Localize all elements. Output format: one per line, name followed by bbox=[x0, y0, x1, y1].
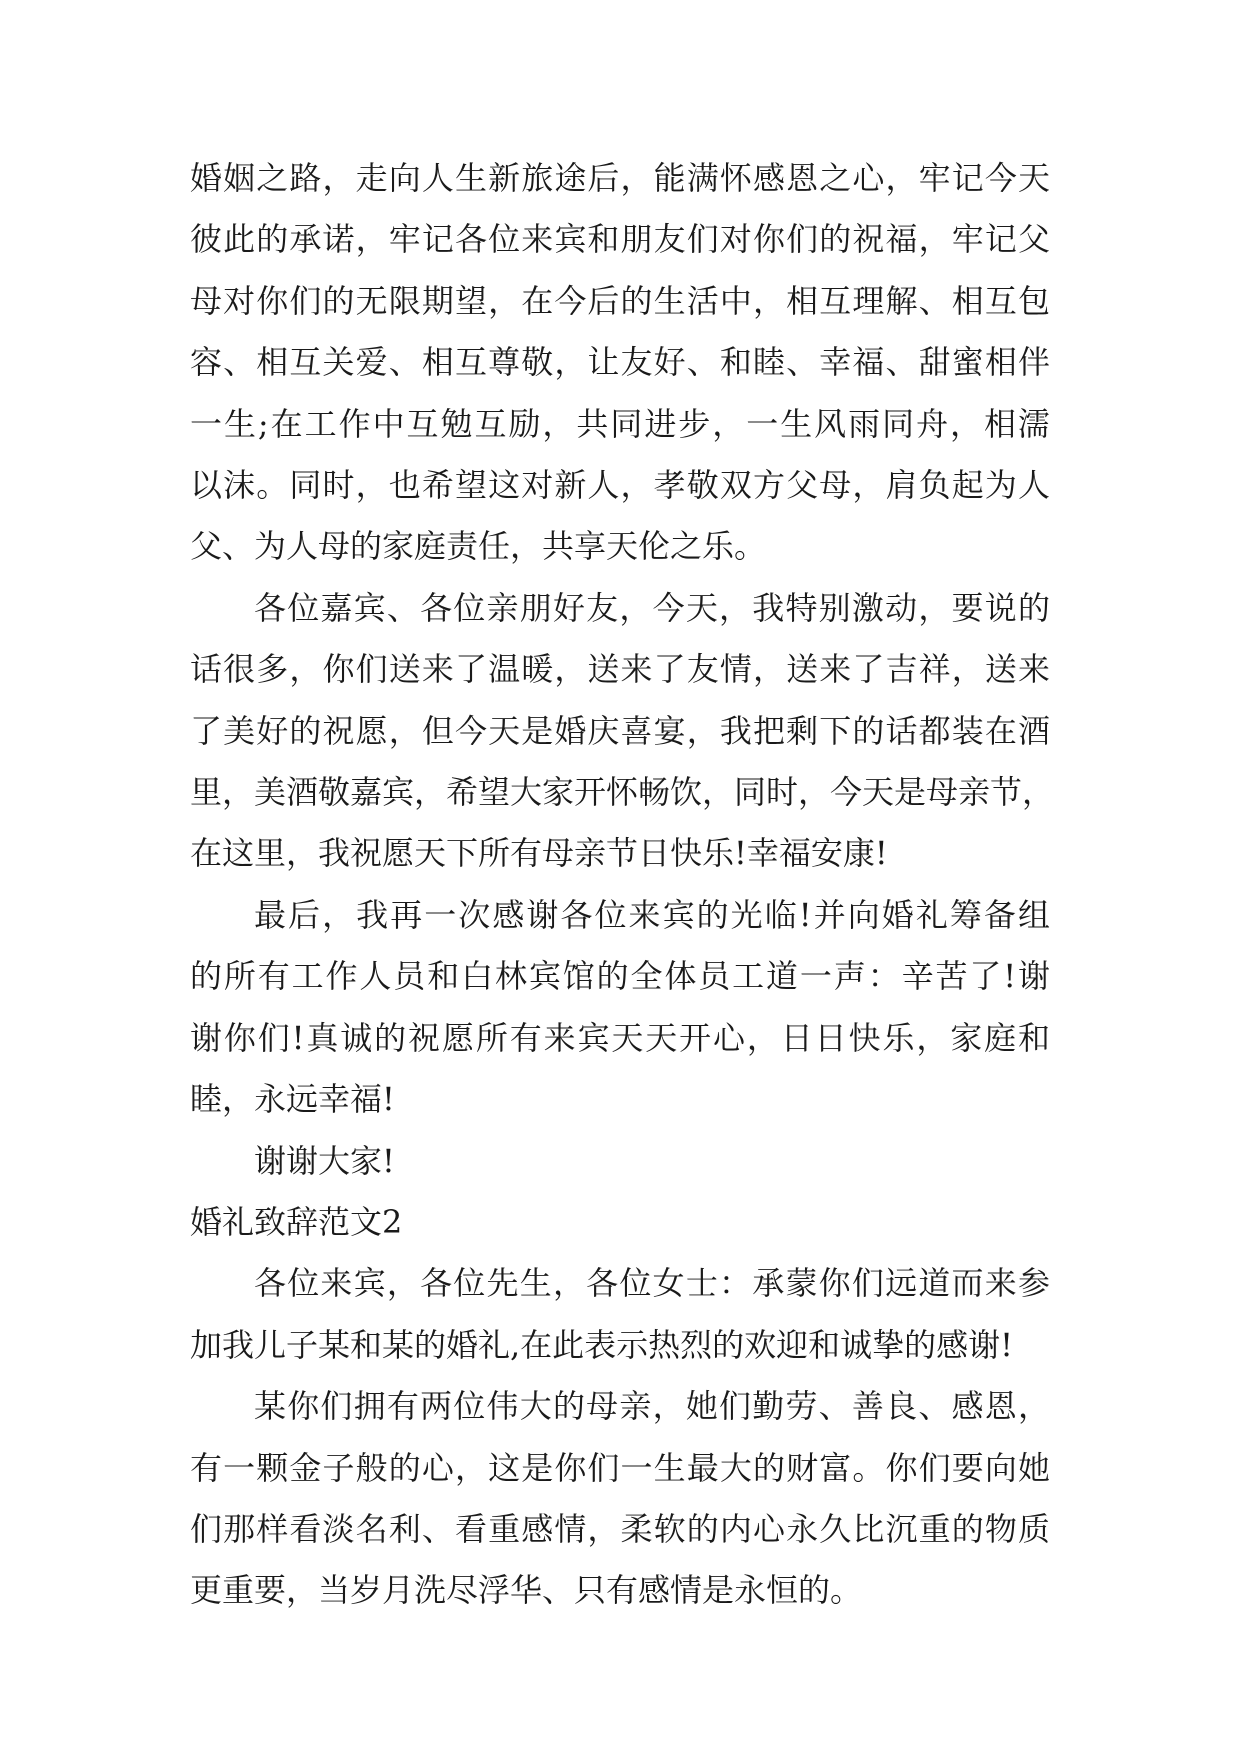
text-line: 加我儿子某和某的婚礼,在此表示热烈的欢迎和诚挚的感谢! bbox=[190, 1325, 1014, 1364]
text-line: 话很多，你们送来了温暖，送来了友情，送来了吉祥，送来 bbox=[190, 650, 1050, 689]
paragraph-6 bbox=[190, 1376, 1050, 1622]
text-line: 更重要，当岁月洗尽浮华、只有感情是永恒的。 bbox=[190, 1571, 863, 1610]
text-line: 某你们拥有两位伟大的母亲，她们勤劳、善良、感恩， bbox=[254, 1387, 1050, 1426]
text-line: 母对你们的无限期望，在今后的生活中，相互理解、相互包 bbox=[190, 281, 1050, 320]
document-body bbox=[190, 148, 1055, 1622]
text-line: 们那样看淡名利、看重感情，柔软的内心永久比沉重的物质 bbox=[190, 1509, 1050, 1548]
text-line: 谢谢大家! bbox=[254, 1141, 395, 1180]
text-line: 最后，我再一次感谢各位来宾的光临!并向婚礼筹备组 bbox=[254, 895, 1050, 934]
text-line: 容、相互关爱、相互尊敬，让友好、和睦、幸福、甜蜜相伴 bbox=[190, 343, 1050, 382]
paragraph-4 bbox=[190, 1131, 1050, 1192]
text-line: 各位嘉宾、各位亲朋好友，今天，我特别激动，要说的 bbox=[254, 588, 1050, 627]
text-line: 各位来宾，各位先生，各位女士：承蒙你们远道而来参 bbox=[254, 1264, 1050, 1303]
text-line: 睦，永远幸福! bbox=[190, 1080, 395, 1119]
paragraph-1 bbox=[190, 148, 1050, 578]
text-line: 有一颗金子般的心，这是你们一生最大的财富。你们要向她 bbox=[190, 1448, 1050, 1487]
text-line: 里，美酒敬嘉宾，希望大家开怀畅饮，同时，今天是母亲节， bbox=[190, 773, 1055, 812]
paragraph-5 bbox=[190, 1253, 1050, 1376]
text-line: 了美好的祝愿，但今天是婚庆喜宴，我把剩下的话都装在酒 bbox=[190, 711, 1050, 750]
section-heading: 婚礼致辞范文2 bbox=[190, 1202, 403, 1241]
text-line: 谢你们!真诚的祝愿所有来宾天天开心，日日快乐，家庭和 bbox=[190, 1018, 1050, 1057]
text-line: 一生;在工作中互勉互励，共同进步，一生风雨同舟，相濡 bbox=[190, 404, 1050, 443]
text-line: 以沫。同时，也希望这对新人，孝敬双方父母，肩负起为人 bbox=[190, 466, 1050, 505]
text-line: 婚姻之路，走向人生新旅途后，能满怀感恩之心，牢记今天 bbox=[190, 159, 1050, 197]
text-line: 在这里，我祝愿天下所有母亲节日快乐!幸福安康! bbox=[190, 834, 888, 873]
paragraph-2 bbox=[190, 578, 1055, 885]
paragraph-3 bbox=[190, 885, 1050, 1131]
text-line: 父、为人母的家庭责任，共享天伦之乐。 bbox=[190, 527, 767, 566]
text-line: 彼此的承诺，牢记各位来宾和朋友们对你们的祝福，牢记父 bbox=[190, 220, 1050, 259]
text-line: 的所有工作人员和白林宾馆的全体员工道一声：辛苦了!谢 bbox=[190, 957, 1050, 996]
